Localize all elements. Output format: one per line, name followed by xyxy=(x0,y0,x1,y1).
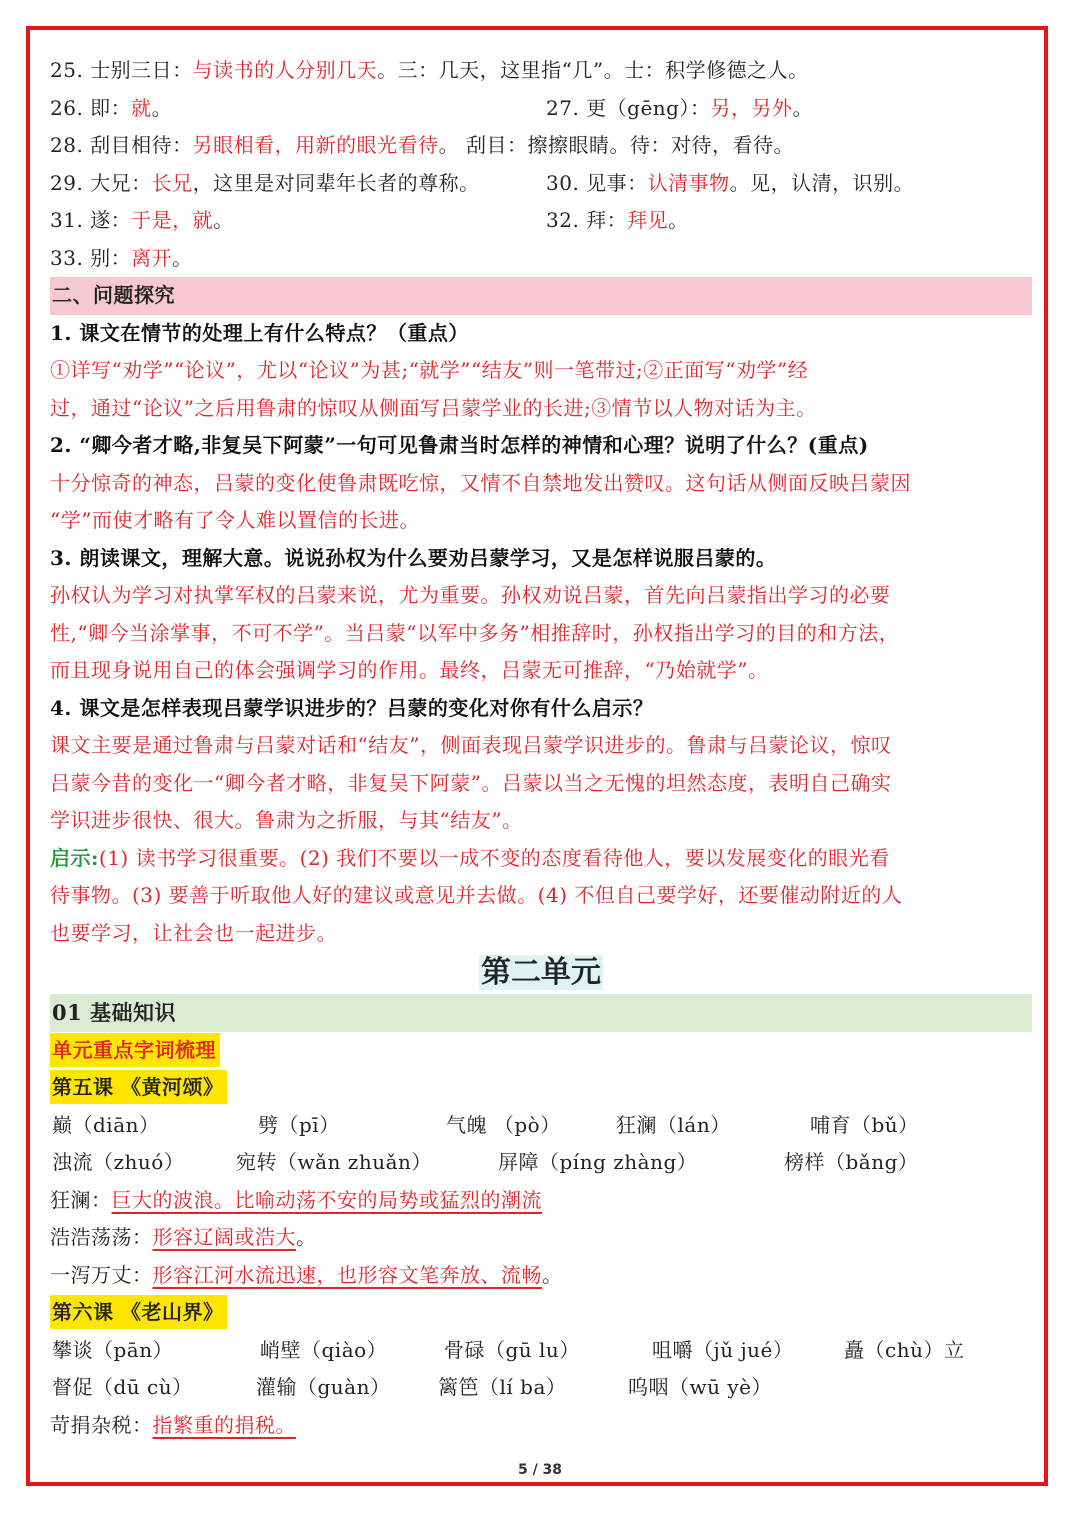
question-1: 1. 课文在情节的处理上有什么特点？（重点） xyxy=(50,320,469,345)
answer-4-line-3: 学识进步很快、很大。鲁肃为之折服，与其“结友”。 xyxy=(50,808,523,832)
keywords-heading-row xyxy=(50,1032,1032,1070)
answer-4-line-2: 吕蒙今昔的变化一“卿今者才略，非复吴下阿蒙”。吕蒙以当之无愧的坦然态度，表明自己确实 xyxy=(50,770,892,795)
lesson6-pinyin-row-2: 督促（dū cù） 灌输（guàn） 篱笆（lí ba） 呜咽（wū yè） xyxy=(52,1375,772,1399)
basic-knowledge-heading: 01 基础知识 xyxy=(50,994,1032,1032)
lesson5-def-1: 狂澜：巨大的波浪。比喻动荡不安的局势或猛烈的潮流 xyxy=(50,1187,542,1212)
answer-3-line-3: 而且现身说用自己的体会强调学习的作用。最终，吕蒙无可推辞，“乃始就学”。 xyxy=(50,658,769,682)
lesson6-title: 第六课 《老山界》 xyxy=(50,1295,227,1329)
answer-3-line-1: 孙权认为学习对执掌军权的吕蒙来说，尤为重要。孙权劝说吕蒙，首先向吕蒙指出学习的必要 xyxy=(50,583,891,607)
vocab-27: 27. 更（gēng）：另，另外。 xyxy=(546,95,813,120)
lesson5-title: 第五课 《黄河颂》 xyxy=(50,1070,227,1104)
lesson6-heading-row xyxy=(50,1294,1032,1332)
vocab-28: 28. 刮目相待：另眼相看，用新的眼光看待。 刮目：擦擦眼睛。待：对待，看待。 xyxy=(50,133,795,157)
page-number: 5 / 38 xyxy=(517,1462,563,1478)
hint-label: 启示: xyxy=(50,845,99,870)
lesson6-def-1: 苛捐杂税：指繁重的捐税。 xyxy=(50,1412,296,1437)
vocab-32: 32. 拜：拜见。 xyxy=(546,208,689,232)
vocab-29-30: 29. 大兄：长兄，这里是对同辈年长者的尊称。 30. 见事：认清事物。见，认清，识别。 xyxy=(50,165,1032,203)
page-content xyxy=(50,52,1032,1444)
vocab-33: 33. 别：离开。 xyxy=(50,245,193,270)
section-heading: 二、问题探究 xyxy=(50,277,1032,315)
lesson5-def-2: 浩浩荡荡：形容辽阔或浩大。 xyxy=(50,1225,317,1249)
hint-line-1: 启示:(1) 读书学习很重要。(2) 我们不要以一成不变的态度看待他人，要以发展变化的眼光看 xyxy=(50,845,890,870)
lesson5-def-3: 一泻万丈：形容江河水流迅速，也形容文笔奔放、流畅。 xyxy=(50,1262,563,1287)
answer-2-line-2: “学”而使才略有了令人难以置信的长进。 xyxy=(50,508,420,532)
lesson5-pinyin-row-2: 浊流（zhuó） 宛转（wǎn zhuǎn） 屏障（píng zhàng） 榜样（bǎng） xyxy=(52,1150,919,1174)
keywords-heading: 单元重点字词梳理 xyxy=(50,1033,220,1067)
answer-1-line-1: ①详写“劝学”“论议”，尤以“论议”为甚;“就学”“结友”则一笔带过;②正面写“劝学”经 xyxy=(50,358,809,382)
vocab-31-32: 31. 遂：于是，就。 32. 拜：拜见。 xyxy=(50,202,1032,240)
answer-1-line-2: 过，通过“论议”之后用鲁肃的惊叹从侧面写吕蒙学业的长进;③情节以人物对话为主。 xyxy=(50,395,817,420)
vocab-30: 30. 见事：认清事物。见，认清，识别。 xyxy=(546,170,915,195)
hint-line-3: 也要学习，让社会也一起进步。 xyxy=(50,920,337,945)
lesson5-heading-row xyxy=(50,1069,1032,1107)
answer-3-line-2: 性,“卿今当涂掌事，不可不学”。当吕蒙“以军中多务”相推辞时，孙权指出学习的目的和方法， xyxy=(50,620,900,645)
question-4: 4. 课文是怎样表现吕蒙学识进步的？吕蒙的变化对你有什么启示？ xyxy=(50,695,654,720)
unit-title: 第二单元 xyxy=(481,955,601,990)
lesson5-pinyin-row-1: 巅（diān） 劈（pī） 气魄 （pò） 狂澜（lán） 哺育（bǔ） xyxy=(52,1112,919,1137)
vocab-25: 25. 士别三日：与读书的人分别几天。三：几天，这里指“几”。士：积学修德之人。 xyxy=(50,58,809,82)
question-3: 3. 朗读课文，理解大意。说说孙权为什么要劝吕蒙学习，又是怎样说服吕蒙的。 xyxy=(50,545,777,570)
vocab-26-27: 26. 即：就。 27. 更（gēng）：另，另外。 xyxy=(50,90,1032,128)
hint-line-2: 待事物。(3) 要善于听取他人好的建议或意见并去做。(4) 不但自己要学好，还要催动附近的人 xyxy=(50,883,903,907)
question-2: 2. “卿今者才略,非复吴下阿蒙”一句可见鲁肃当时怎样的神情和心理？说明了什么？(重点) xyxy=(50,433,869,457)
answer-2-line-1: 十分惊奇的神态，吕蒙的变化使鲁肃既吃惊，又情不自禁地发出赞叹。这句话从侧面反映吕蒙因 xyxy=(50,470,911,495)
answer-4-line-1: 课文主要是通过鲁肃与吕蒙对话和“结友”，侧面表现吕蒙学识进步的。鲁肃与吕蒙论议，惊叹 xyxy=(50,733,892,757)
lesson6-pinyin-row-1: 攀谈（pān） 峭壁（qiào） 骨碌（gū lu） 咀嚼（jǔ jué） 矗（chù）立 xyxy=(52,1337,965,1362)
